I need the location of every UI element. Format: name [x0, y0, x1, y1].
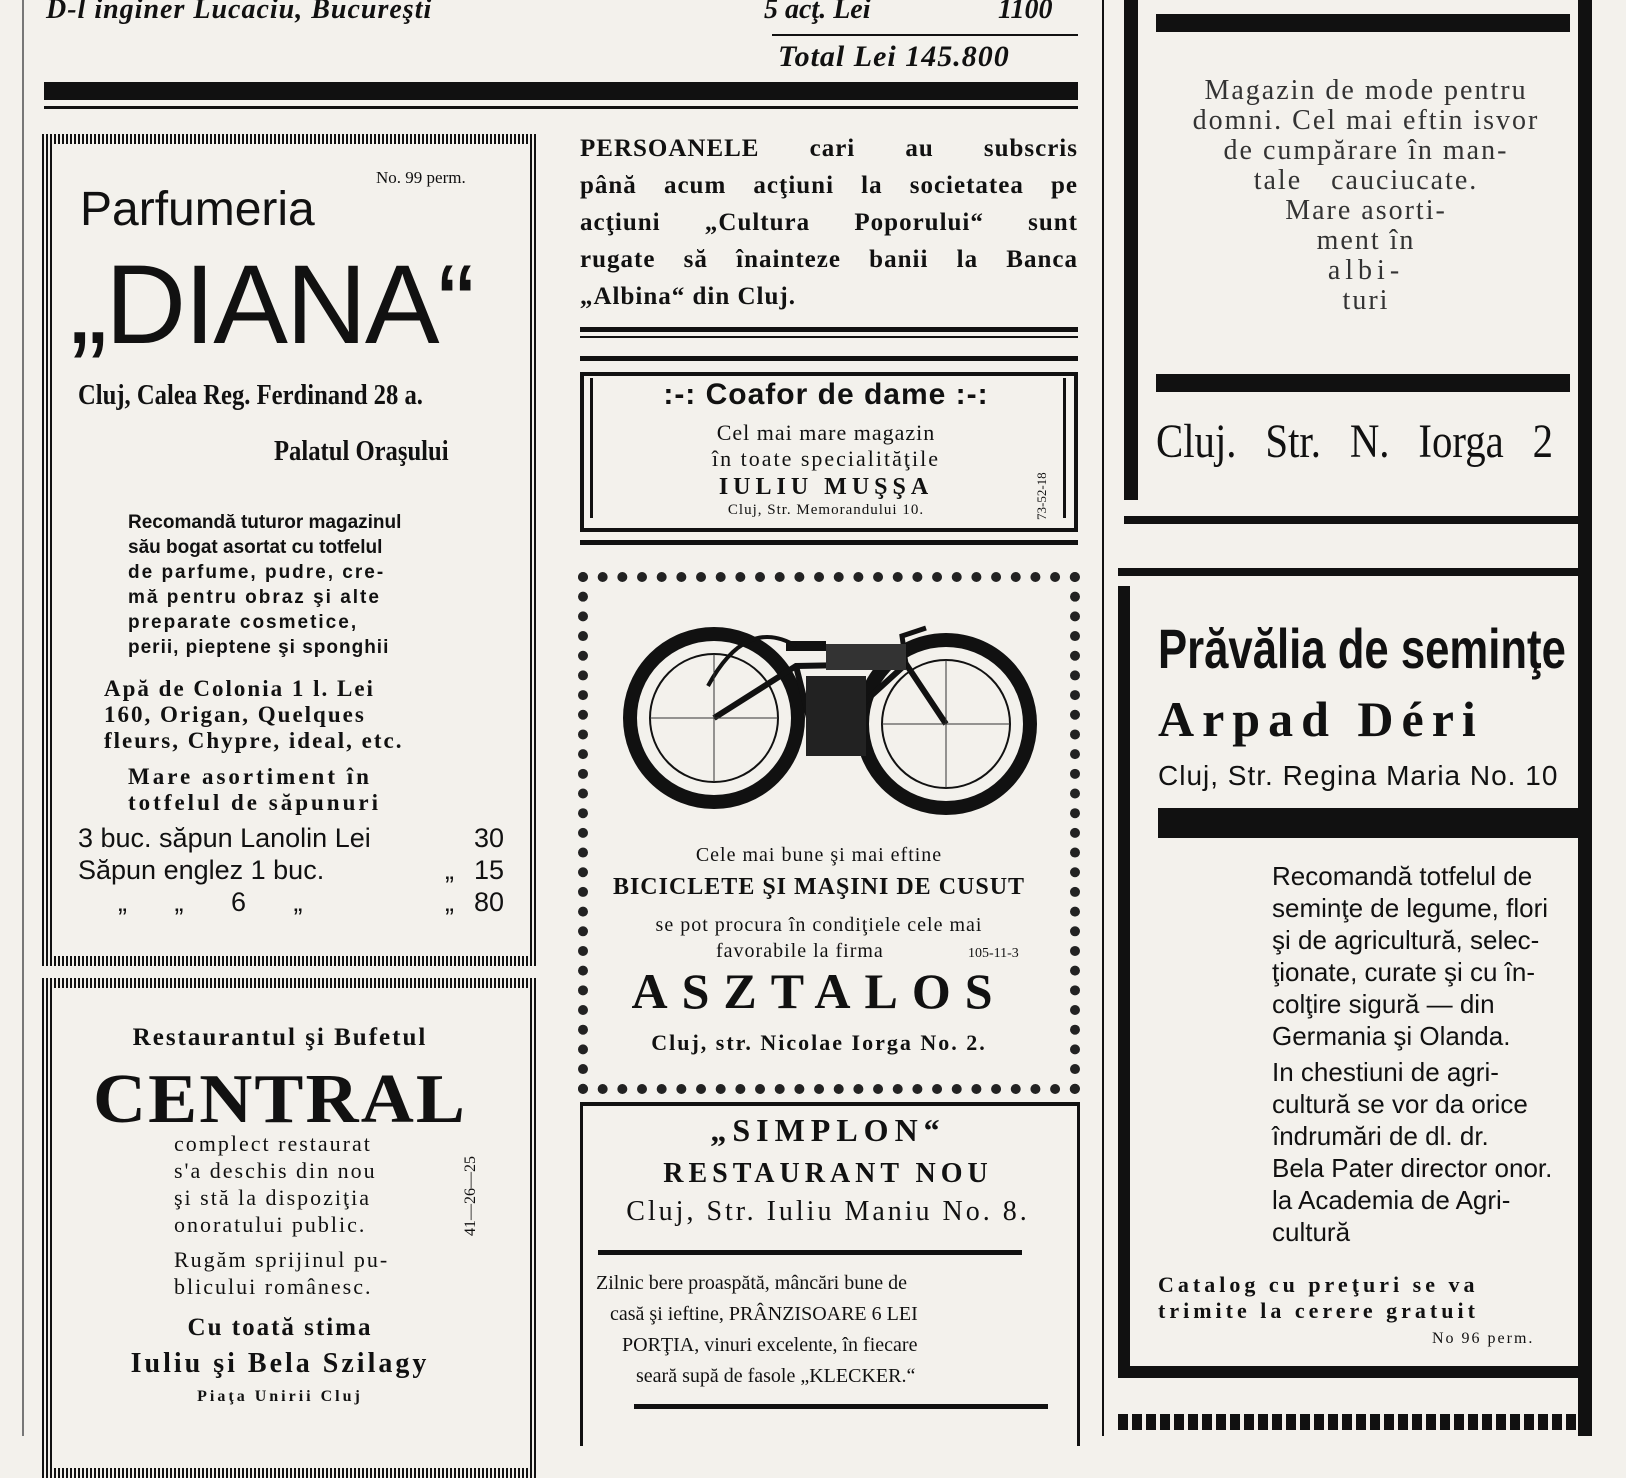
coafor-line2: în toate specialităţile [711, 446, 941, 471]
simplon-name: „SIMPLON“ [710, 1112, 946, 1148]
diana-colonia [104, 676, 404, 754]
moda-mid-bar [1156, 374, 1570, 392]
text-line: de cumpărare în man- [1223, 135, 1509, 166]
shares-amount: 1100 [998, 0, 1053, 25]
donor-line: D-l inginer Lucaciu, Bucureşti [46, 0, 433, 25]
diana-prices [78, 822, 504, 918]
seminte-name: Arpad Déri [1158, 691, 1484, 747]
simplon-bottom-rule [634, 1404, 1048, 1409]
text-line: Mare asortiment în [128, 764, 372, 789]
text-line: Catalog cu preţuri se va [1158, 1272, 1479, 1297]
diana-building: Palatul Oraşului [274, 436, 449, 467]
text-line: s'a deschis din nou [174, 1158, 377, 1183]
coafor-top-rule [580, 356, 1078, 361]
text-line: perii, pieptene şi sponghii [128, 637, 390, 658]
text-line: Magazin de mode pentru [1204, 75, 1528, 106]
price-value: 30 [473, 823, 504, 853]
text-line: seară supă de fasole „KLECKER.“ [636, 1365, 916, 1387]
price-value: 80 [473, 887, 504, 917]
central-code: 41—26—25 [462, 1156, 479, 1236]
moda-left-bar [1124, 0, 1138, 500]
diana-heading: Parfumeria [80, 183, 315, 236]
text-line: până acum acţiuni la societatea pe [580, 172, 1078, 199]
text-line: cultură [1272, 1217, 1351, 1247]
text-line: Rugăm sprijinul pu- [174, 1247, 390, 1272]
seminte-top-rule [1118, 568, 1578, 576]
text-line: Recomandă totfelul de [1272, 861, 1533, 891]
text-line: seminţe de legume, flori [1272, 893, 1549, 923]
text-line: trimite la cerere gratuit [1158, 1298, 1479, 1323]
asztalos-code: 105-11-3 [968, 946, 1019, 961]
text-line: său bogat asortat cu totfelul [128, 537, 383, 558]
text-line: Mare asorti- [1285, 195, 1447, 226]
text-line: Bela Pater director onor. [1272, 1153, 1553, 1183]
coafor-bottom-rule [580, 540, 1078, 545]
diana-address: Cluj, Calea Reg. Ferdinand 28 a. [78, 380, 423, 411]
diana-permit: No. 99 perm. [376, 168, 466, 187]
text-line: Recomandă tuturor magazinul [128, 512, 402, 533]
central-text2 [174, 1246, 389, 1300]
simplon-address: Cluj, Str. Iuliu Maniu No. 8. [626, 1196, 1030, 1227]
price-item: Săpun englez 1 buc. [78, 855, 325, 885]
central-regards: Cu toată stima [187, 1314, 373, 1341]
seminte-desc [1272, 860, 1612, 1248]
text-line: îndrumări de dl. dr. [1272, 1121, 1489, 1151]
page-edge-rule [22, 0, 24, 1436]
simplon-sub: RESTAURANT NOU [663, 1158, 993, 1189]
text-line: la Academia de Agri- [1272, 1185, 1511, 1215]
central-heading: Restaurantul şi Bufetul [132, 1024, 428, 1051]
text-line: casă şi ieftine, PRÂNZISOARE 6 LEI [610, 1303, 918, 1325]
seminte-permit: No 96 perm. [1432, 1330, 1535, 1347]
text-line: onoratului public. [174, 1212, 367, 1237]
central-text [174, 1130, 377, 1238]
asztalos-caption: Cele mai bune şi mai eftine [695, 844, 943, 866]
sum-rule [772, 34, 1078, 36]
asztalos-products: BICICLETE ŞI MAŞINI DE CUSUT [612, 874, 1026, 900]
simplon-rule [598, 1250, 1022, 1255]
coafor-name: IULIU MUŞŞA [718, 474, 934, 500]
column-rule [1102, 0, 1104, 1436]
coafor-line1: Cel mai mare magazin [716, 420, 936, 445]
diana-name: „DIANA“ [70, 242, 473, 367]
asztalos-name: ASZTALOS [631, 963, 1007, 1019]
price-row [78, 886, 504, 918]
text-line: blicului românesc. [174, 1274, 373, 1299]
text-line: ment în [1316, 225, 1416, 256]
text-line: Germania şi Olanda. [1272, 1021, 1511, 1051]
page-edge-shadow [1578, 0, 1592, 1436]
section-divider-thin [44, 106, 1078, 109]
text-line: PERSOANELE cari au subscris [580, 135, 1078, 162]
diana-recommend [128, 510, 458, 660]
price-item: „ „ 6 „ [118, 887, 303, 917]
text-line: albi- [1327, 255, 1405, 286]
shares-label: 5 acţ. Lei [764, 0, 871, 25]
text-line: domni. Cel mai eftin isvor [1192, 105, 1540, 136]
text-line: „Albina“ din Cluj. [580, 283, 796, 310]
seminte-left-bar [1118, 586, 1130, 1366]
moda-address: Cluj. Str. N. Iorga 2 [1156, 415, 1554, 468]
asztalos-cond2: favorabile la firma [716, 940, 884, 962]
seminte-address: Cluj, Str. Regina Maria No. 10 [1158, 760, 1559, 791]
text-line: acţiuni „Cultura Poporului“ sunt [580, 209, 1078, 236]
coafor-title: :-: Coafor de dame :-: [663, 378, 989, 411]
simplon-desc [596, 1268, 1066, 1392]
total-line: Total Lei 145.800 [778, 40, 1010, 73]
coafor-code: 73-52-18 [1034, 472, 1049, 520]
seminte-title: Prăvălia de seminţe [1158, 617, 1566, 680]
price-ditto: „ [445, 855, 454, 885]
text-line: 160, Origan, Quelques [104, 702, 366, 727]
text-line: Zilnic bere proaspătă, mâncări bune de [596, 1272, 907, 1294]
text-line: In chestiuni de agri- [1272, 1057, 1499, 1087]
moda-text [1146, 76, 1586, 316]
seminte-bottom-rule [1118, 1366, 1578, 1378]
text-line: şi de agricultură, selec- [1272, 925, 1540, 955]
text-line: tale cauciucate. [1253, 165, 1479, 196]
price-row [78, 854, 504, 886]
central-place: Piaţa Unirii Cluj [197, 1388, 363, 1405]
price-item: 3 buc. săpun Lanolin Lei [78, 823, 371, 853]
notice-rule-thin [580, 336, 1078, 338]
seminte-catalog [1158, 1272, 1479, 1324]
decorative-border [1118, 1414, 1578, 1430]
central-name: CENTRAL [92, 1061, 468, 1138]
text-line: Apă de Colonia 1 l. Lei [104, 676, 375, 701]
text-line: mă pentru obraz şi alte [128, 587, 381, 608]
text-line: rugate să înainteze banii la Banca [580, 246, 1078, 273]
diana-assortment [128, 764, 381, 816]
text-line: turi [1342, 285, 1390, 316]
price-ditto: „ [445, 887, 454, 917]
price-value: 15 [473, 855, 504, 885]
text-line: totfelul de săpunuri [128, 790, 381, 815]
motorcycle-illustration [616, 606, 1046, 832]
central-owners: Iuliu şi Bela Szilagy [130, 1348, 430, 1379]
price-row [78, 822, 504, 854]
moda-bottom-bar [1124, 516, 1584, 524]
asztalos-address: Cluj, str. Nicolae Iorga No. 2. [651, 1030, 987, 1055]
text-line: şi stă la dispoziţia [174, 1185, 372, 1210]
text-line: preparate cosmetice, [128, 612, 359, 633]
text-line: ţionate, curate şi cu în- [1272, 957, 1536, 987]
notice-rule [580, 327, 1078, 332]
notice-text [580, 130, 1078, 315]
seminte-bar [1158, 808, 1578, 838]
section-divider [44, 82, 1078, 100]
text-line: complect restaurat [174, 1131, 372, 1156]
asztalos-cond1: se pot procura în condiţiele cele mai [655, 914, 983, 936]
moda-top-bar [1156, 14, 1570, 32]
text-line: PORŢIA, vinuri excelente, în fiecare [622, 1334, 918, 1356]
text-line: fleurs, Chypre, ideal, etc. [104, 728, 404, 753]
coafor-address: Cluj, Str. Memorandului 10. [727, 502, 925, 518]
text-line: cultură se vor da orice [1272, 1089, 1528, 1119]
text-line: colţire sigură — din [1272, 989, 1495, 1019]
text-line: de parfume, pudre, cre- [128, 562, 386, 583]
